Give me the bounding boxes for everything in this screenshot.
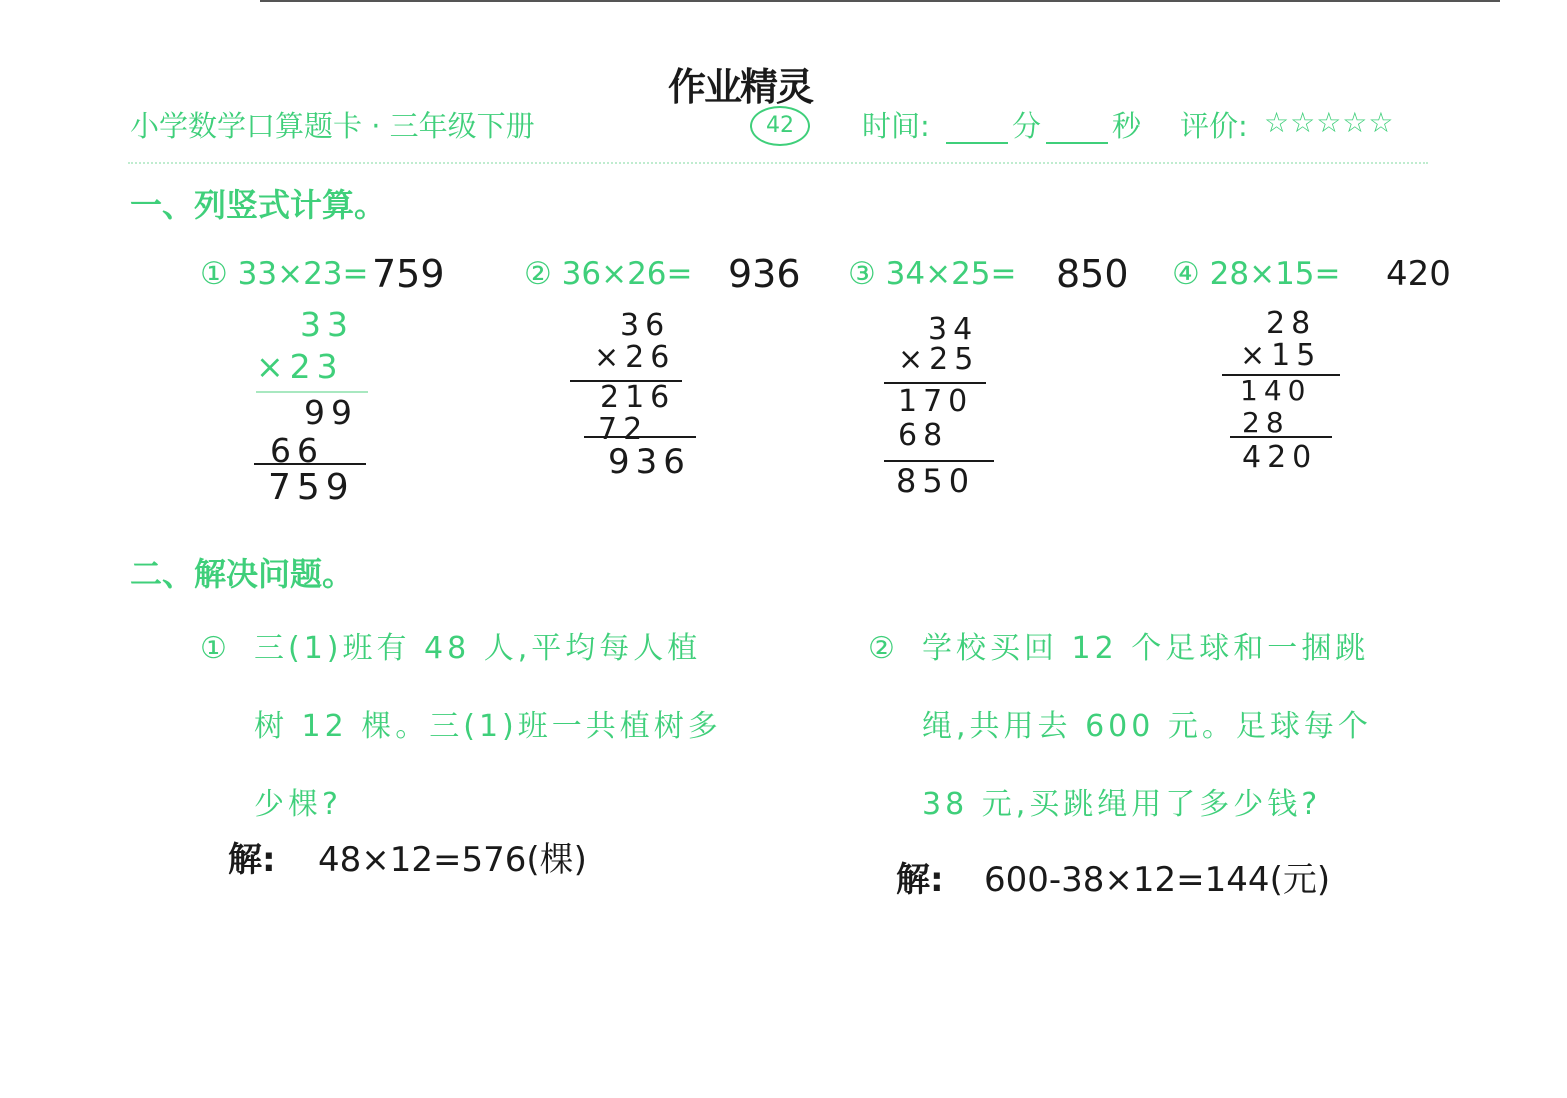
calc-problem-1 [200,256,369,292]
word-problem-1-marker: ① [200,631,231,666]
work-result: 850 [896,462,976,500]
scan-edge-line [260,0,1500,2]
problem-expression: 28×15= [1209,256,1341,292]
problem-marker: ① [200,256,228,292]
problem-expression: 33×23= [237,256,369,292]
work-partial1: 99 [304,393,358,432]
work-partial2: 28 [1242,406,1290,439]
problem-expression: 36×26= [561,256,693,292]
calc-problem-4 [1172,256,1341,292]
problem-marker: ④ [1172,256,1200,292]
work-partial1: 170 [898,384,974,419]
work-multiplier: ×25 [898,342,980,377]
work-result: 759 [268,467,355,508]
work-top: 28 [1266,306,1317,341]
rating-stars: ☆☆☆☆☆ [1264,106,1395,139]
problem-answer: 936 [728,252,801,296]
word-problem-1-line1: 三(1)班有 48 人,平均每人植 [254,631,702,666]
word-problem-2-line2: 绳,共用去 600 元。足球每个 [922,709,1372,744]
calc-problem-2 [524,256,693,292]
stamp-handwritten: 作业精灵 [668,65,813,109]
rating-label: 评价: [1180,109,1248,143]
solution-1: 48×12=576(棵) [318,840,587,880]
work-multiplier: ×23 [256,347,344,386]
word-problem-2-marker: ② [868,631,899,666]
problem-expression: 34×25= [885,256,1017,292]
word-problem-1-line2: 树 12 棵。三(1)班一共植树多 [254,709,722,744]
work-result: 420 [1242,440,1318,475]
problem-answer: 420 [1386,254,1451,294]
minute-blank [946,142,1008,144]
solution-label-2: 解: [896,860,944,900]
work-result: 936 [608,442,691,482]
work-partial2: 72 [598,412,649,447]
second-blank [1046,142,1108,144]
work-line [254,463,366,465]
second-label: 秒 [1112,109,1142,143]
section2-title: 二、解决问题。 [130,555,355,593]
header-divider [128,162,1428,164]
work-partial1: 216 [600,380,676,415]
calc-problem-3 [848,256,1017,292]
work-top: 34 [928,312,979,347]
minute-label: 分 [1012,109,1042,143]
work-partial2: 66 [270,431,324,470]
problem-answer: 850 [1056,252,1129,296]
work-partial1: 140 [1240,374,1312,407]
word-problem-2-line1: 学校买回 12 个足球和一捆跳 [922,631,1370,666]
section1-title: 一、列竖式计算。 [130,186,387,224]
solution-2: 600-38×12=144(元) [984,860,1331,900]
word-problem-2-line3: 38 元,买跳绳用了多少钱? [922,787,1322,822]
page-title: 小学数学口算题卡 · 三年级下册 [130,109,535,143]
work-multiplier: ×15 [1240,338,1322,373]
work-top: 33 [300,305,354,344]
word-problem-1-line3: 少棵? [254,787,342,822]
card-number-badge: 42 [750,106,810,146]
work-top: 36 [620,308,671,343]
work-line [584,436,696,438]
solution-label-1: 解: [228,840,276,880]
time-label: 时间: [862,109,930,143]
work-multiplier: ×26 [594,340,676,375]
work-line [1230,436,1332,438]
problem-marker: ② [524,256,552,292]
problem-answer: 759 [372,252,445,296]
work-partial2: 68 [898,418,949,453]
problem-marker: ③ [848,256,876,292]
